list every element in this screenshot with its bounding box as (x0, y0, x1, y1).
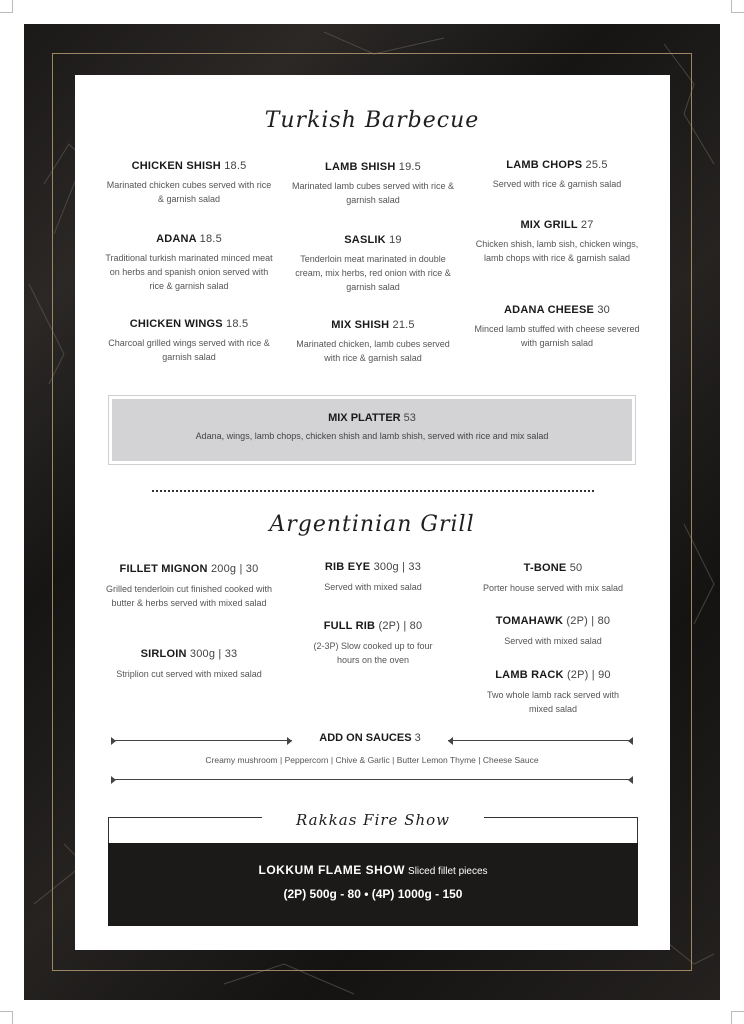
menu-item-chicken-shish (104, 160, 274, 206)
item-price: 21.5 (392, 319, 415, 331)
item-description: Two whole lamb rack served with mixed salad (486, 690, 620, 714)
menu-item-rib-eye (288, 561, 458, 594)
sauces-rule-left (112, 740, 292, 741)
item-description: Marinated chicken cubes served with rice & garnish salad (106, 180, 272, 204)
fire-show-line (108, 863, 638, 877)
sauces-rule-right (448, 740, 632, 741)
item-name: MIX GRILL (520, 219, 578, 231)
item-name: TOMAHAWK (495, 615, 564, 627)
menu-item-full-rib (288, 620, 458, 667)
sauces-title (300, 732, 440, 744)
item-description: Traditional turkish marinated minced meat on herbs and spanish onion served with rice & garnish salad (105, 253, 273, 291)
item-name: FILLET MIGNON (119, 563, 208, 575)
item-price: (2P) | 90 (566, 669, 611, 681)
item-name: CHICKEN WINGS (129, 318, 223, 330)
item-name: FULL RIB (323, 620, 376, 632)
fire-show-box (108, 843, 638, 926)
item-price: 18.5 (226, 318, 249, 330)
item-name: CHICKEN SHISH (131, 160, 221, 172)
item-price: 200g | 30 (210, 563, 259, 575)
dotted-divider (152, 490, 594, 492)
item-description: Charcoal grilled wings served with rice & garnish salad (108, 338, 270, 362)
item-description: Served with rice & garnish salad (492, 179, 622, 189)
sauces-name: ADD ON SAUCES (319, 732, 412, 744)
item-name: LAMB SHISH (325, 161, 396, 173)
item-price: 300g | 33 (189, 648, 238, 660)
item-price: 19 (389, 234, 402, 246)
item-price: 25.5 (585, 159, 608, 171)
menu-item-t-bone (468, 562, 638, 595)
item-description: Tenderloin meat marinated in double cream, mix herbs, red onion with rice & garnish salad (295, 254, 451, 292)
sauces-arrow-right (448, 737, 453, 745)
menu-item-saslik (288, 234, 458, 294)
menu-item-lamb-chops (472, 159, 642, 191)
item-price: 18.5 (224, 160, 247, 172)
fire-show-title: Rakkas Fire Show (262, 805, 484, 835)
crop-mark-top-left (0, 0, 13, 13)
menu-item-mix-grill (472, 219, 642, 265)
item-price: (2P) | 80 (378, 620, 423, 632)
item-name: MIX SHISH (331, 319, 390, 331)
bottom-rule-arrow-left (111, 776, 116, 784)
fire-show-brand: LOKKUM FLAME SHOW (258, 863, 405, 877)
item-price: 50 (569, 562, 583, 574)
item-name: LAMB RACK (495, 669, 564, 681)
item-description: Served with mixed salad (504, 636, 602, 646)
item-description: Served with mixed salad (324, 582, 422, 592)
item-description: Chicken shish, lamb sish, chicken wings, lamb chops with rice & garnish salad (475, 239, 639, 263)
item-price: 19.5 (398, 161, 421, 173)
item-name: ADANA CHEESE (504, 304, 595, 316)
platter-price: 53 (403, 412, 416, 424)
menu-item-adana (104, 233, 274, 293)
menu-item-sirloin (104, 648, 274, 681)
item-price: 300g | 33 (373, 561, 422, 573)
item-description: Striplion cut served with mixed salad (116, 669, 262, 679)
argentinian-grill-title: Argentinian Grill (269, 512, 475, 537)
item-name: T-BONE (523, 562, 567, 574)
item-name: ADANA (156, 233, 197, 245)
turkish-bbq-title: Turkish Barbecue (264, 108, 480, 133)
item-price: (2P) | 80 (566, 615, 611, 627)
sauces-bottom-rule (112, 779, 632, 780)
item-description: Porter house served with mix salad (482, 583, 624, 593)
menu-item-fillet-mignon (104, 563, 274, 610)
item-price: 30 (597, 304, 610, 316)
item-name: RIB EYE (324, 561, 371, 573)
item-description: Grilled tenderloin cut finished cooked with butter & herbs served with mixed salad (105, 584, 273, 608)
menu-item-adana-cheese (472, 304, 642, 350)
item-description: Minced lamb stuffed with cheese severed with garnish salad (474, 324, 640, 348)
crop-mark-bottom-right (731, 1011, 744, 1024)
platter-name: MIX PLATTER (328, 412, 401, 424)
item-name: SIRLOIN (140, 648, 187, 660)
sauces-list: Creamy mushroom | Peppercorn | Chive & Garlic | Butter Lemon Thyme | Cheese Sauce (205, 755, 539, 765)
item-description: Marinated lamb cubes served with rice & garnish salad (291, 181, 455, 205)
sauces-arrow-left (111, 737, 116, 745)
sauces-arrow-right-tip (628, 737, 633, 745)
platter-description: Adana, wings, lamb chops, chicken shish and lamb shish, served with rice and mix salad (195, 431, 549, 441)
menu-item-mix-shish (288, 319, 458, 365)
item-price: 27 (580, 219, 594, 231)
crop-mark-top-right (731, 0, 744, 13)
menu-item-chicken-wings (104, 318, 274, 364)
menu-item-tomahawk (468, 615, 638, 648)
sauces-arrow-left-tip (287, 737, 292, 745)
fire-show-subtitle: Sliced fillet pieces (408, 866, 488, 877)
bottom-rule-arrow-right (628, 776, 633, 784)
item-name: SASLIK (344, 234, 386, 246)
item-description: (2-3P) Slow cooked up to four hours on the oven (313, 641, 433, 665)
menu-item-lamb-rack (468, 669, 638, 716)
crop-mark-bottom-left (0, 1011, 13, 1024)
item-price: 18.5 (199, 233, 222, 245)
sauces-price: 3 (414, 732, 421, 744)
item-description: Marinated chicken, lamb cubes served with rice & garnish salad (296, 339, 450, 363)
fire-show-prices: (2P) 500g - 80 • (4P) 1000g - 150 (283, 887, 463, 901)
mix-platter-box (112, 399, 632, 461)
menu-item-lamb-shish (288, 161, 458, 207)
item-name: LAMB CHOPS (506, 159, 583, 171)
